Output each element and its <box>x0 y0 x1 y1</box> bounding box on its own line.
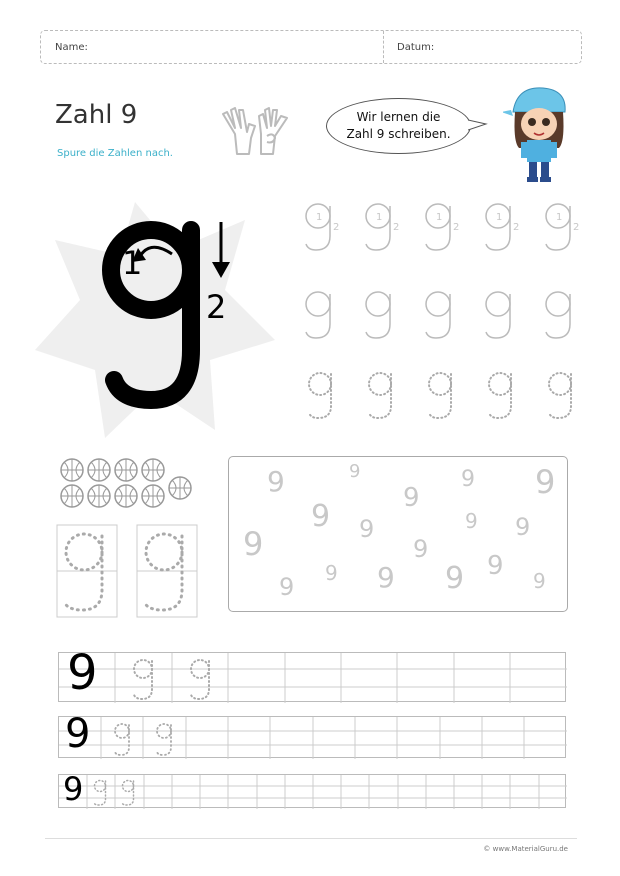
speech-line-2: Zahl 9 schreiben. <box>346 127 451 141</box>
scattered-nine: 9 <box>461 467 475 492</box>
scattered-nine: 9 <box>465 509 478 533</box>
writing-row-large-grid <box>59 653 567 703</box>
stroke-number-1: 1 <box>122 244 143 282</box>
big-dotted-nines <box>56 524 202 618</box>
ball-icon <box>142 485 164 507</box>
footer-credit: © www.MaterialGuru.de <box>483 845 568 853</box>
trace-grid <box>300 196 590 426</box>
trace-number-2: 2 <box>393 222 400 233</box>
date-label: Datum: <box>397 42 435 53</box>
model-nine-small: 9 <box>63 770 84 808</box>
page-title: Zahl 9 <box>55 100 138 130</box>
trace-number-1: 1 <box>496 212 503 223</box>
speech-line-1: Wir lernen die <box>356 110 441 124</box>
scattered-nine: 9 <box>535 463 556 501</box>
ball-icon <box>169 477 191 499</box>
trace-row-dotted <box>300 366 590 426</box>
stroke-number-2: 2 <box>206 288 227 326</box>
ball-icon <box>61 485 83 507</box>
trace-number-1: 1 <box>376 212 383 223</box>
hands-showing-nine-icon <box>215 104 295 162</box>
ball-icon <box>142 459 164 481</box>
instruction-text: Spure die Zahlen nach. <box>57 148 173 159</box>
header-divider <box>383 31 385 63</box>
scattered-nine: 9 <box>267 465 285 498</box>
trace-number-2: 2 <box>513 222 520 233</box>
scattered-nine: 9 <box>533 569 546 593</box>
header-box <box>40 30 582 64</box>
scattered-nine: 9 <box>325 561 338 585</box>
scattered-nine: 9 <box>445 561 465 596</box>
writing-row-large <box>58 645 566 702</box>
trace-number-1: 1 <box>436 212 443 223</box>
scattered-nine: 9 <box>487 551 504 581</box>
scattered-nine: 9 <box>377 561 395 594</box>
ball-icon <box>61 459 83 481</box>
scattered-nine: 9 <box>243 525 264 563</box>
child-with-cap-icon <box>503 82 575 184</box>
scattered-nine: 9 <box>311 499 331 534</box>
model-nine-large: 9 <box>67 645 98 701</box>
trace-number-2: 2 <box>573 222 580 233</box>
ball-icon <box>88 485 110 507</box>
scattered-nine: 9 <box>349 461 361 482</box>
scattered-nine: 9 <box>515 513 531 541</box>
ball-icon <box>115 459 137 481</box>
scattered-nine: 9 <box>279 573 295 601</box>
trace-number-1: 1 <box>316 212 323 223</box>
writing-row-medium <box>58 711 566 758</box>
writing-row-medium-grid <box>59 717 567 759</box>
scattered-nine: 9 <box>359 515 375 543</box>
trace-row-outline <box>300 284 590 344</box>
ball-icon <box>115 485 137 507</box>
bubble-tail <box>468 118 488 132</box>
writing-row-small-grid <box>59 775 567 809</box>
trace-number-2: 2 <box>333 222 340 233</box>
writing-row-small <box>58 770 566 808</box>
scattered-nine: 9 <box>413 535 429 563</box>
scattered-nine: 9 <box>403 483 420 513</box>
ball-icon <box>88 459 110 481</box>
model-nine-medium: 9 <box>65 711 91 757</box>
find-the-number-box <box>228 456 568 612</box>
name-label: Name: <box>55 42 88 53</box>
trace-number-2: 2 <box>453 222 460 233</box>
trace-row-outline-numbered <box>300 196 590 256</box>
footer-divider <box>45 838 577 839</box>
trace-number-1: 1 <box>556 212 563 223</box>
counting-balls <box>58 456 198 512</box>
speech-bubble <box>326 98 471 154</box>
